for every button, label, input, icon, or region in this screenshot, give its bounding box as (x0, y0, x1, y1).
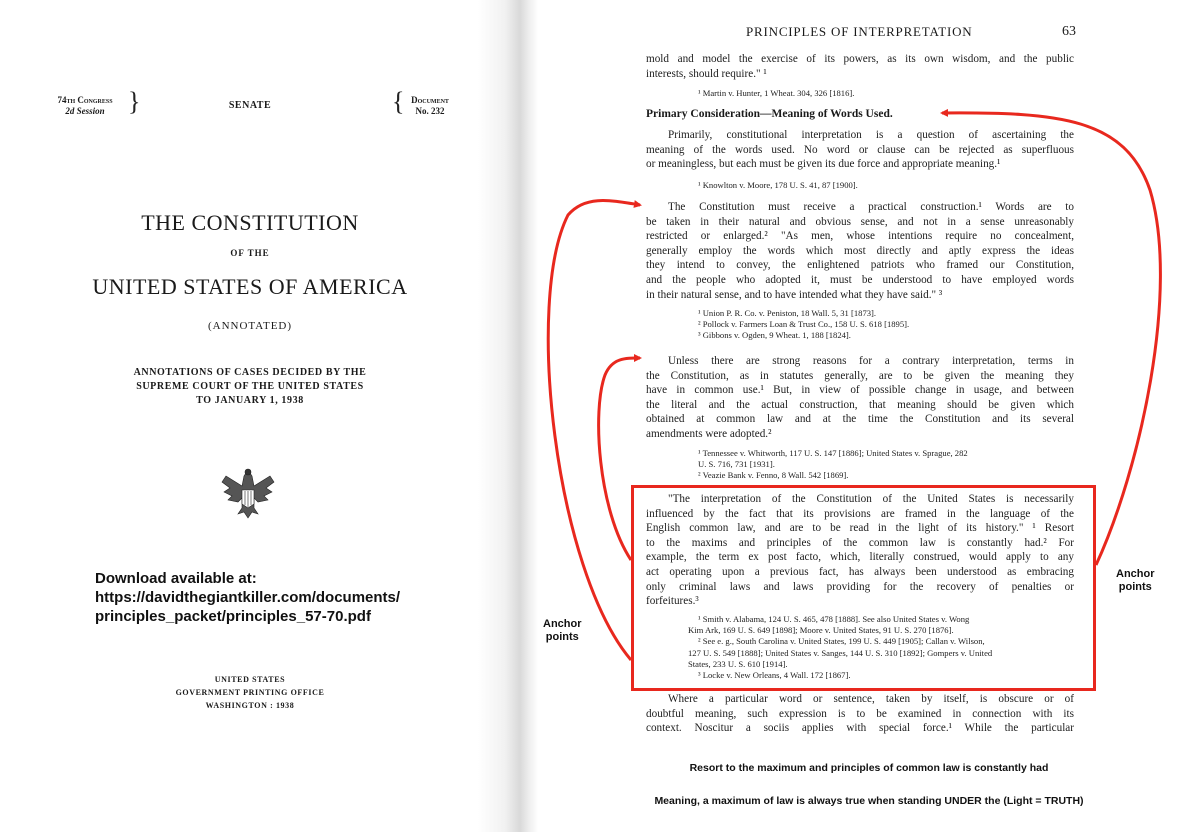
text-line: have in common use.¹ But, in view of possible change in usage, and between (646, 384, 1074, 397)
text-line: doubtful meaning, such expression is to be examined in connection with its (646, 707, 1074, 720)
document-no: No. 232 (415, 106, 445, 116)
text-line: the Constitution, as in statutes generally, are to be given the meaning they (646, 369, 1074, 382)
footnotes-common-use (698, 448, 1078, 482)
footnote-line: States, 233 U. S. 610 [1914]. (688, 658, 788, 669)
footnote-line: ³ Gibbons v. Ogden, 9 Wheat. 1, 188 [1824]. (698, 330, 851, 341)
annotations-line: TO JANUARY 1, 1938 (196, 395, 304, 406)
text-line: they intend to convey, the enlightened patriots who framed our Constitution, (646, 259, 1074, 272)
download-url-line[interactable]: https://davidthegiantkiller.com/documents/ (95, 589, 401, 606)
page-number: 63 (1062, 24, 1076, 39)
text-line: amendments were adopted.² (646, 427, 772, 440)
text-line: obtained at common law and at the time the Constitution and its several (646, 413, 1074, 426)
eagle-seal-icon (220, 464, 276, 524)
anchor-label-line: points (1118, 581, 1152, 593)
text-line: example, the term ex post facto, which, literally construed, would apply to any (646, 551, 1074, 564)
text-line: meaning of the words used. No word or clause can be rejected as superfluous (646, 143, 1074, 156)
text-line: or meaningless, but each must be given its due force and appropriate meaning.¹ (646, 158, 1001, 171)
text-line: Unless there are strong reasons for a contrary interpretation, terms in (668, 355, 1074, 367)
anchor-points-label-right (1116, 568, 1155, 594)
text-line: act operating upon a previous fact, has always been understood as embracing (646, 565, 1074, 578)
text-line: to the maxims and principles of the common law is constantly had.² For (646, 536, 1074, 549)
annotations-line: ANNOTATIONS OF CASES DECIDED BY THE (133, 367, 367, 378)
annotations-line: SUPREME COURT OF THE UNITED STATES (136, 381, 364, 392)
text-line: and the people who adopted it, must be understood to have employed words (646, 273, 1074, 286)
congress-label: 74th Congress (57, 95, 113, 105)
paragraph-common-use (646, 354, 1074, 442)
running-head: PRINCIPLES OF INTERPRETATION (746, 24, 973, 39)
caption-meaning: Meaning, a maximum of law is always true when standing UNDER the (Light = TRUTH) (654, 795, 1084, 807)
anchor-label-line: Anchor (1116, 568, 1155, 580)
text-line: only criminal laws and laws providing for the recovery of penalties or (646, 580, 1074, 593)
printer-line: WASHINGTON : 1938 (205, 701, 295, 710)
paragraph-context (646, 692, 1074, 736)
text-line: in their natural sense, and to have intended what they have said." ³ (646, 288, 943, 301)
footnote-line: ¹ Tennessee v. Whitworth, 117 U. S. 147 [1886]; United States v. Sprague, 282 (698, 448, 968, 458)
text-line: mold and model the exercise of its powers, as its own wisdom, and the public (646, 53, 1074, 65)
chamber-label: SENATE (228, 100, 272, 111)
text-line: forfeitures.³ (646, 595, 699, 608)
footnote-line: 127 U. S. 549 [1888]; United States v. Sanges, 144 U. S. 310 [1892]; Gompers v. United (688, 647, 993, 658)
document-label: Document (411, 95, 449, 105)
footnote-line: U. S. 716, 731 [1931]. (698, 459, 775, 470)
download-url-line[interactable]: principles_packet/principles_57-70.pdf (95, 608, 371, 625)
footnote-line: ² See e. g., South Carolina v. United States, 199 U. S. 449 [1905]; Callan v. Wilson, (698, 636, 985, 647)
brace-left: { (392, 87, 405, 116)
text-line: context. Noscitur a sociis applies with special force.¹ While the particular (646, 722, 1074, 735)
printer-imprint (0, 673, 500, 712)
session-label: 2d Session (65, 106, 105, 116)
annotations-note (0, 366, 500, 408)
paragraph-primary (646, 128, 1074, 172)
text-line: be taken in their natural and obvious sense, and not in a sense unreasonably (646, 215, 1074, 228)
of-the-label: OF THE (230, 248, 270, 258)
printer-line: UNITED STATES (214, 675, 286, 684)
caption-resort: Resort to the maximum and principles of common law is constantly had (689, 762, 1049, 774)
text-line: influenced by the fact that its provisions are framed in the language of the (646, 507, 1074, 520)
text-line: The Constitution must receive a practical construction.¹ Words are to (668, 201, 1074, 213)
annotated-label: (ANNOTATED) (207, 320, 293, 332)
footnote-line: ³ Locke v. New Orleans, 4 Wall. 172 [1867]. (698, 670, 851, 681)
download-note-line: Download available at: (95, 570, 257, 587)
left-page (0, 0, 514, 832)
text-line: "The interpretation of the Constitution of the United States is necessarily (668, 493, 1074, 505)
brace-right: } (128, 87, 141, 116)
text-line: interests, should require." ¹ (646, 67, 767, 80)
section-heading: Primary Consideration—Meaning of Words Used. (646, 108, 893, 120)
intro-paragraph (646, 52, 1074, 81)
footnote-line: ¹ Martin v. Hunter, 1 Wheat. 304, 326 [1816]. (698, 88, 855, 98)
footnote-line: ¹ Knowlton v. Moore, 178 U. S. 41, 87 [1900]. (698, 180, 858, 190)
congress-session (40, 95, 130, 117)
title-line-1: THE CONSTITUTION (141, 210, 359, 235)
text-line: English common law, and are to be read in the light of its history." ¹ Resort (646, 522, 1074, 535)
text-line: restricted or enlarged.² "As men, whose intentions require no concealment, (646, 230, 1074, 243)
document-number (400, 95, 460, 117)
footnote-line: ² Veazie Bank v. Fenno, 8 Wall. 542 [1869]. (698, 470, 849, 481)
highlight-box (631, 485, 1096, 691)
text-line: Where a particular word or sentence, taken by itself, is obscure or of (668, 693, 1074, 705)
book-gutter (478, 0, 538, 832)
title-line-2: UNITED STATES OF AMERICA (92, 274, 408, 299)
anchor-label-line: points (545, 631, 579, 643)
footnote-line: Kim Ark, 169 U. S. 649 [1898]; Moore v. United States, 91 U. S. 270 [1876]. (688, 625, 954, 636)
text-line: the literal and the actual construction, that meaning should be given which (646, 398, 1074, 411)
text-line: Primarily, constitutional interpretation is a question of ascertaining the (668, 129, 1074, 141)
footnote-martin (698, 88, 1078, 99)
anchor-points-label-left (543, 618, 582, 644)
footnote-knowlton (698, 180, 1078, 191)
paragraph-practical (646, 200, 1074, 302)
footnote-line: ² Pollock v. Farmers Loan & Trust Co., 158 U. S. 618 [1895]. (698, 319, 910, 330)
footnotes-practical (698, 308, 1078, 342)
footnote-line: ¹ Smith v. Alabama, 124 U. S. 465, 478 [1888]. See also United States v. Wong (698, 614, 970, 624)
printer-line: GOVERNMENT PRINTING OFFICE (175, 688, 325, 697)
download-note (95, 569, 475, 626)
right-page (538, 0, 1200, 832)
footnote-line: ¹ Union P. R. Co. v. Peniston, 18 Wall. 5, 31 [1873]. (698, 308, 877, 318)
anchor-label-line: Anchor (543, 618, 582, 630)
text-line: generally employ the words which most directly and aptly express the ideas (646, 244, 1074, 257)
